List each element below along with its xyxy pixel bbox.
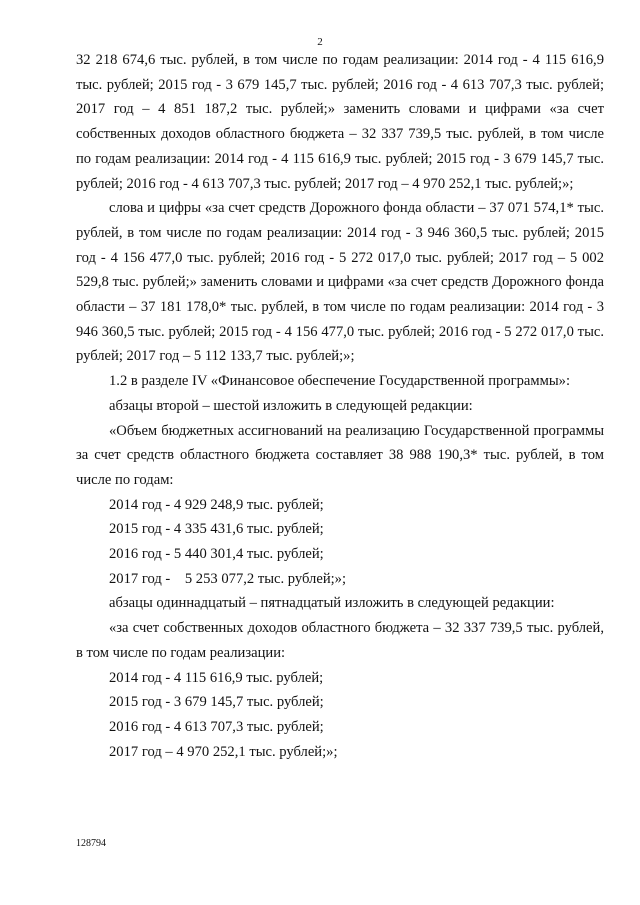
document-body [76,48,604,764]
year-line: 2017 год - 5 253 077,2 тыс. рублей;»; [109,570,347,587]
page-number: 2 [317,36,323,48]
year-line: 2014 год - 4 115 616,9 тыс. рублей; [109,669,324,686]
year-line: 2015 год - 3 679 145,7 тыс. рублей; [109,694,324,711]
paragraph-own-revenue: «за счет собственных доходов областного бюджета – 32 337 739,5 тыс. рублей, в том числе по годам реализации: [76,620,604,661]
paragraph-instruction: абзацы одиннадцатый – пятнадцатый изложить в следующей редакции: [109,595,555,612]
year-line: 2014 год - 4 929 248,9 тыс. рублей; [109,496,324,513]
year-line: 2016 год - 4 613 707,3 тыс. рублей; [109,718,324,735]
paragraph-instruction: абзацы второй – шестой изложить в следующей редакции: [109,397,473,414]
paragraph-road-fund: слова и цифры «за счет средств Дорожного фонда области – 37 071 574,1* тыс. рублей, в том числе по годам реализации: 2014 год - 3 946 360,5 тыс. рублей; 2015 год - 4 156 477,0 тыс. рублей; 2016 год - 5 272 017,0 тыс. рублей; 2017 год – 5 002 529,8 тыс. рублей;» заменить словами и цифрами «за счет средств Дорожного фонда области – 37 181 178,0* тыс. рублей, в том числе по годам реализации: 2014 год - 3 946 360,5 тыс. рублей; 2015 год - 4 156 477,0 тыс. рублей; 2016 год - 5 272 017,0 тыс. рублей; 2017 год – 5 112 133,7 тыс. рублей;»; [76,200,604,365]
year-line: 2015 год - 4 335 431,6 тыс. рублей; [109,521,324,538]
paragraph-budget-volume: «Объем бюджетных ассигнований на реализацию Государственной программы за счет средств областного бюджета составляет 38 988 190,3* тыс. рублей, в том числе по годам: [76,422,604,488]
year-line: 2016 год - 5 440 301,4 тыс. рублей; [109,546,324,563]
paragraph-continuation: 32 218 674,6 тыс. рублей, в том числе по годам реализации: 2014 год - 4 115 616,9 тыс. рублей; 2015 год - 3 679 145,7 тыс. рублей; 2016 год - 4 613 707,3 тыс. рублей; 2017 год – 4 851 187,2 тыс. рублей;» заменить словами и цифрами «за счет собственных доходов областного бюджета – 32 337 739,5 тыс. рублей, в том числе по годам реализации: 2014 год - 4 115 616,9 тыс. рублей; 2015 год - 3 679 145,7 тыс. рублей; 2016 год - 4 613 707,3 тыс. рублей; 2017 год – 4 970 252,1 тыс. рублей;»; [76,52,604,192]
document-code: 128794 [76,838,106,849]
paragraph-section-iv: 1.2 в разделе IV «Финансовое обеспечение Государственной программы»: [109,373,571,390]
year-line: 2017 год – 4 970 252,1 тыс. рублей;»; [109,743,338,760]
